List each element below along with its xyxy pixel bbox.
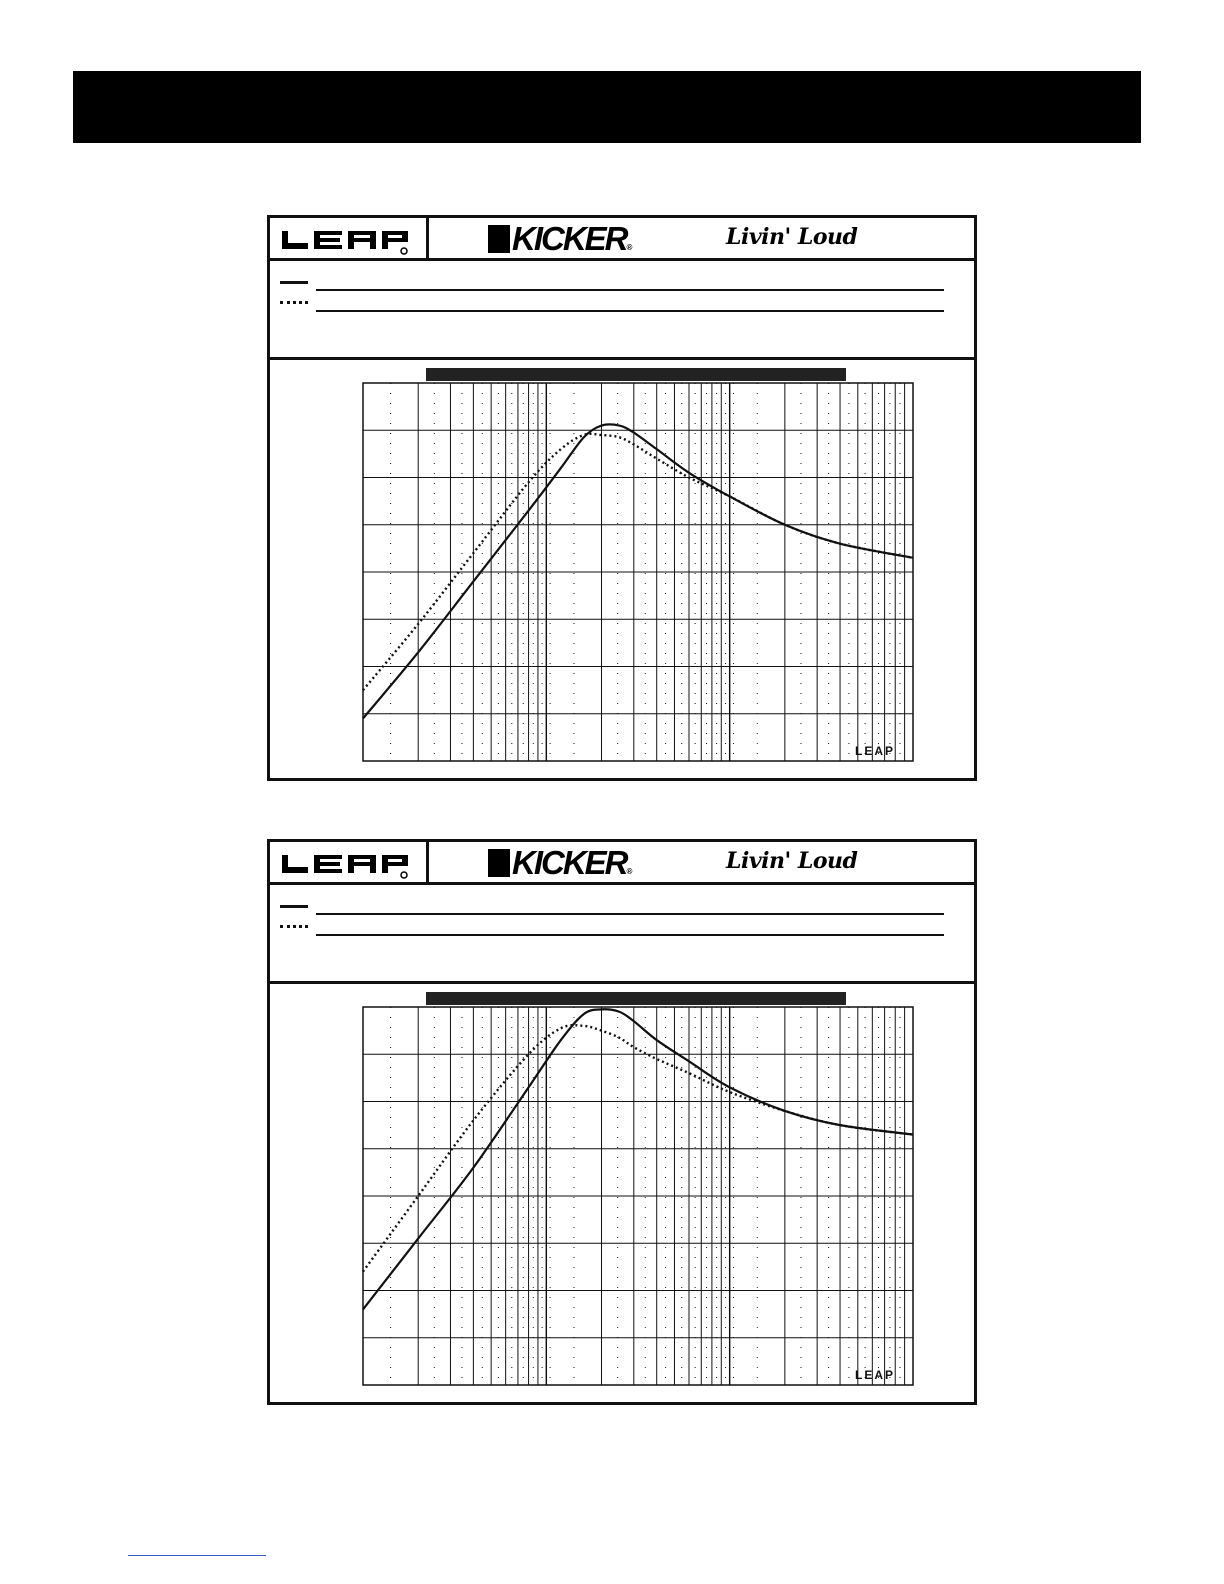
legend-item-solid [280, 905, 950, 917]
panel-header [270, 218, 974, 261]
legend-label-rule [316, 289, 944, 291]
legend-label-rule [316, 310, 944, 312]
leap-logo-icon [280, 225, 410, 255]
leap-logo [270, 842, 429, 882]
legend-item-dotted [280, 301, 950, 313]
kicker-reg-mark: ® [626, 243, 633, 252]
legend-label-rule [316, 934, 944, 936]
kicker-logo-text: KICKER [512, 220, 627, 257]
chart-title-bar [426, 368, 846, 381]
livin-loud-logo: Livin' Loud [726, 224, 858, 250]
kicker-reg-mark: ® [626, 867, 633, 876]
kicker-k-icon [488, 849, 510, 877]
panel-header [270, 842, 974, 885]
kicker-k-icon [488, 225, 510, 253]
kicker-logo-text: KICKER [512, 844, 627, 881]
solid-line-swatch [280, 281, 308, 284]
series-line-dotted [363, 434, 913, 690]
chart-watermark-leap: LEAP [855, 1368, 896, 1382]
footer-link-rule [128, 1555, 266, 1556]
graph-panel-1 [267, 215, 977, 781]
legend-label-rule [316, 913, 944, 915]
dotted-line-swatch [280, 301, 308, 304]
legend [270, 885, 974, 984]
kicker-logo [488, 844, 632, 882]
chart-watermark-leap: LEAP [855, 744, 896, 758]
dotted-line-swatch [280, 925, 308, 928]
top-banner [73, 71, 1141, 143]
kicker-logo [488, 220, 632, 258]
frequency-response-chart-1 [362, 382, 914, 764]
legend [270, 261, 974, 360]
solid-line-swatch [280, 905, 308, 908]
legend-item-dotted [280, 925, 950, 937]
frequency-response-chart-2 [362, 1006, 914, 1388]
graph-panel-2 [267, 839, 977, 1405]
legend-item-solid [280, 281, 950, 293]
series-line-solid [363, 424, 913, 718]
leap-logo-icon [280, 849, 410, 879]
livin-loud-logo: Livin' Loud [726, 848, 858, 874]
chart-title-bar [426, 992, 846, 1005]
leap-logo [270, 218, 429, 258]
